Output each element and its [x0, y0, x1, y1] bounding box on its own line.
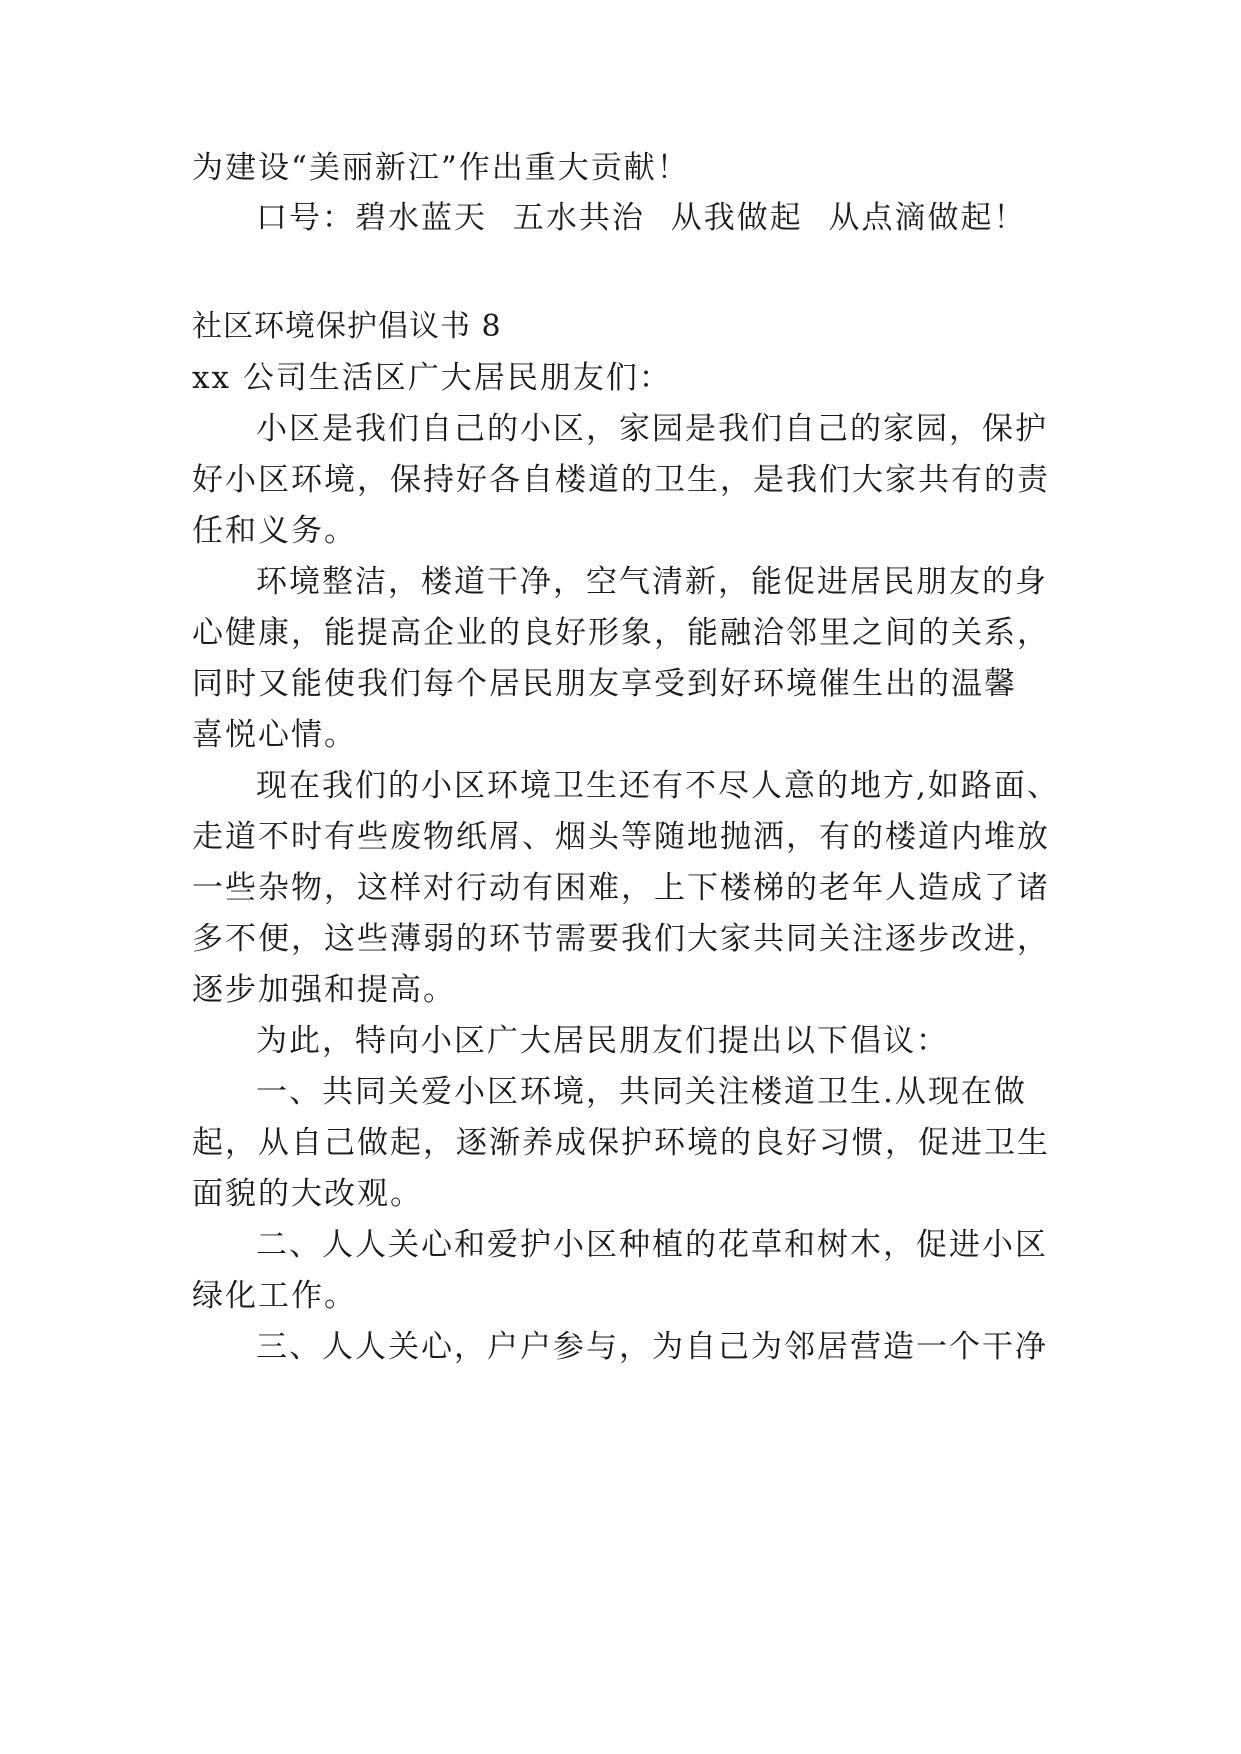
paragraph-line: 逐步加强和提高。: [192, 972, 456, 1008]
paragraph-line: 环境整洁，楼道干净，空气清新，能促进居民朋友的身: [256, 564, 1048, 600]
paragraph-line: 走道不时有些废物纸屑、烟头等随地抛洒，有的楼道内堆放: [192, 819, 1050, 855]
paragraph-line: 二、人人关心和爱护小区种植的花草和树木，促进小区: [256, 1227, 1048, 1263]
paragraph-line: 面貌的大改观。: [192, 1176, 423, 1212]
paragraph-line: 好小区环境，保持好各自楼道的卫生，是我们大家共有的责: [192, 462, 1050, 498]
slogan-line: 口号：碧水蓝天 五水共治 从我做起 从点滴做起！: [256, 200, 1027, 236]
paragraph-line: 三、人人关心，户户参与，为自己为邻居营造一个干净: [256, 1329, 1048, 1365]
paragraph-line: 心健康，能提高企业的良好形象，能融洽邻里之间的关系，: [192, 615, 1050, 651]
paragraph-line: 一、共同关爱小区环境，共同关注楼道卫生.从现在做: [256, 1074, 1027, 1110]
text-line: 为建设“美丽新江”作出重大贡献！: [192, 150, 690, 186]
section-title: 社区环境保护倡议书 8: [192, 309, 502, 344]
paragraph-line: 任和义务。: [192, 513, 357, 549]
paragraph-line: 小区是我们自己的小区，家园是我们自己的家园，保护: [256, 411, 1048, 447]
paragraph-line: 多不便，这些薄弱的环节需要我们大家共同关注逐步改进，: [192, 921, 1050, 957]
paragraph-line: 同时又能使我们每个居民朋友享受到好环境催生出的温馨: [192, 666, 1017, 702]
paragraph-line: 一些杂物，这样对行动有困难，上下楼梯的老年人造成了诸: [192, 870, 1050, 906]
paragraph-line: 绿化工作。: [192, 1278, 357, 1314]
paragraph-line: 喜悦心情。: [192, 717, 357, 753]
salutation: xx 公司生活区广大居民朋友们：: [192, 360, 672, 396]
paragraph-line: 为此，特向小区广大居民朋友们提出以下倡议：: [256, 1023, 949, 1059]
paragraph-line: 现在我们的小区环境卫生还有不尽人意的地方,如路面、: [256, 768, 1060, 804]
paragraph-line: 起，从自己做起，逐渐养成保护环境的良好习惯，促进卫生: [192, 1125, 1050, 1161]
